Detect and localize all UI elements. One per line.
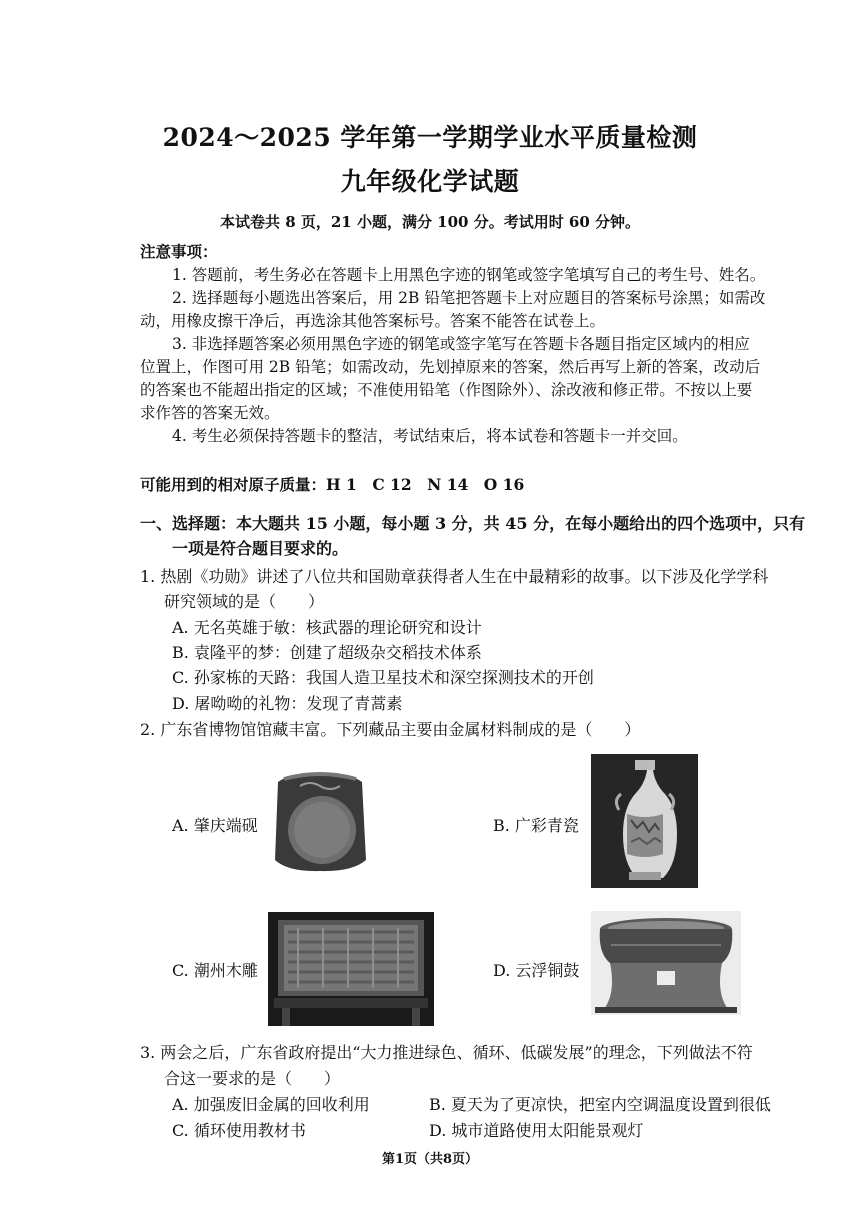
question-2-option-c: C. 潮州木雕: [172, 961, 258, 980]
question-3-option-d: D. 城市道路使用太阳能景观灯: [429, 1121, 644, 1140]
drum-image: [591, 911, 741, 1015]
question-1-option-c: C. 孙家栋的天路：我国人造卫星技术和深空探测技术的开创: [172, 668, 594, 687]
question-3-option-c: C. 循环使用教材书: [172, 1121, 306, 1140]
page-number: 第1页（共8页）: [381, 1152, 479, 1167]
question-3-option-a: A. 加强废旧金属的回收利用: [172, 1095, 370, 1114]
section-heading: 一、选择题：本大题共 15 小题，每小题 3 分，共 45 分，在每小题给出的四个选项中，只有: [140, 514, 806, 533]
note-line: 位置上，作图可用 2B 铅笔；如需改动，先划掉原来的答案，然后再写上新的答案，改动后: [140, 358, 761, 376]
carving-image: [268, 912, 434, 1026]
note-line: 求作答的答案无效。: [140, 404, 280, 422]
notes-heading: 注意事项：: [140, 242, 218, 261]
note-line: 2. 选择题每小题选出答案后，用 2B 铅笔把答题卡上对应题目的答案标号涂黑；如需改: [172, 289, 766, 307]
question-3-stem: 3. 两会之后，广东省政府提出“大力推进绿色、循环、低碳发展”的理念，下列做法不符: [140, 1043, 753, 1062]
question-2-stem: 2. 广东省博物馆馆藏丰富。下列藏品主要由金属材料制成的是（ ）: [140, 720, 641, 739]
question-3-option-b: B. 夏天为了更凉快，把室内空调温度设置到很低: [429, 1095, 771, 1114]
question-1-option-d: D. 屠呦呦的礼物：发现了青蒿素: [172, 694, 403, 713]
note-line: 4. 考生必须保持答题卡的整洁，考试结束后，将本试卷和答题卡一并交回。: [172, 427, 688, 445]
question-2-option-d: D. 云浮铜鼓: [493, 961, 580, 980]
inkstone-image: [270, 770, 370, 874]
exam-subject-title: 九年级化学试题: [340, 167, 520, 196]
exam-info: 本试卷共 8 页，21 小题，满分 100 分。考试用时 60 分钟。: [219, 213, 641, 231]
question-1-option-a: A. 无名英雄于敏：核武器的理论研究和设计: [172, 618, 482, 637]
note-line: 1. 答题前，考生务必在答题卡上用黑色字迹的钢笔或签字笔填写自己的考生号、姓名。: [172, 266, 766, 284]
question-2-option-a: A. 肇庆端砚: [172, 816, 258, 835]
question-1-stem-cont: 研究领域的是（ ）: [164, 592, 325, 611]
question-2-option-b: B. 广彩青瓷: [493, 816, 579, 835]
question-3-stem-cont: 合这一要求的是（ ）: [164, 1069, 341, 1088]
note-line: 的答案也不能超出指定的区域；不准使用铅笔（作图除外）、涂改液和修正带。不按以上要: [140, 381, 753, 399]
vase-image: [591, 754, 698, 888]
atomic-masses: 可能用到的相对原子质量：H 1 C 12 N 14 O 16: [140, 475, 525, 494]
section-heading-cont: 一项是符合题目要求的。: [172, 539, 349, 558]
question-1-stem: 1. 热剧《功勋》讲述了八位共和国勋章获得者人生在中最精彩的故事。以下涉及化学学科: [140, 567, 769, 586]
exam-title: 2024～2025 学年第一学期学业水平质量检测: [162, 123, 698, 152]
note-line: 3. 非选择题答案必须用黑色字迹的钢笔或签字笔写在答题卡各题目指定区域内的相应: [172, 335, 750, 353]
question-1-option-b: B. 袁隆平的梦：创建了超级杂交稻技术体系: [172, 643, 482, 662]
note-line: 动，用橡皮擦干净后，再选涂其他答案标号。答案不能答在试卷上。: [140, 312, 606, 330]
